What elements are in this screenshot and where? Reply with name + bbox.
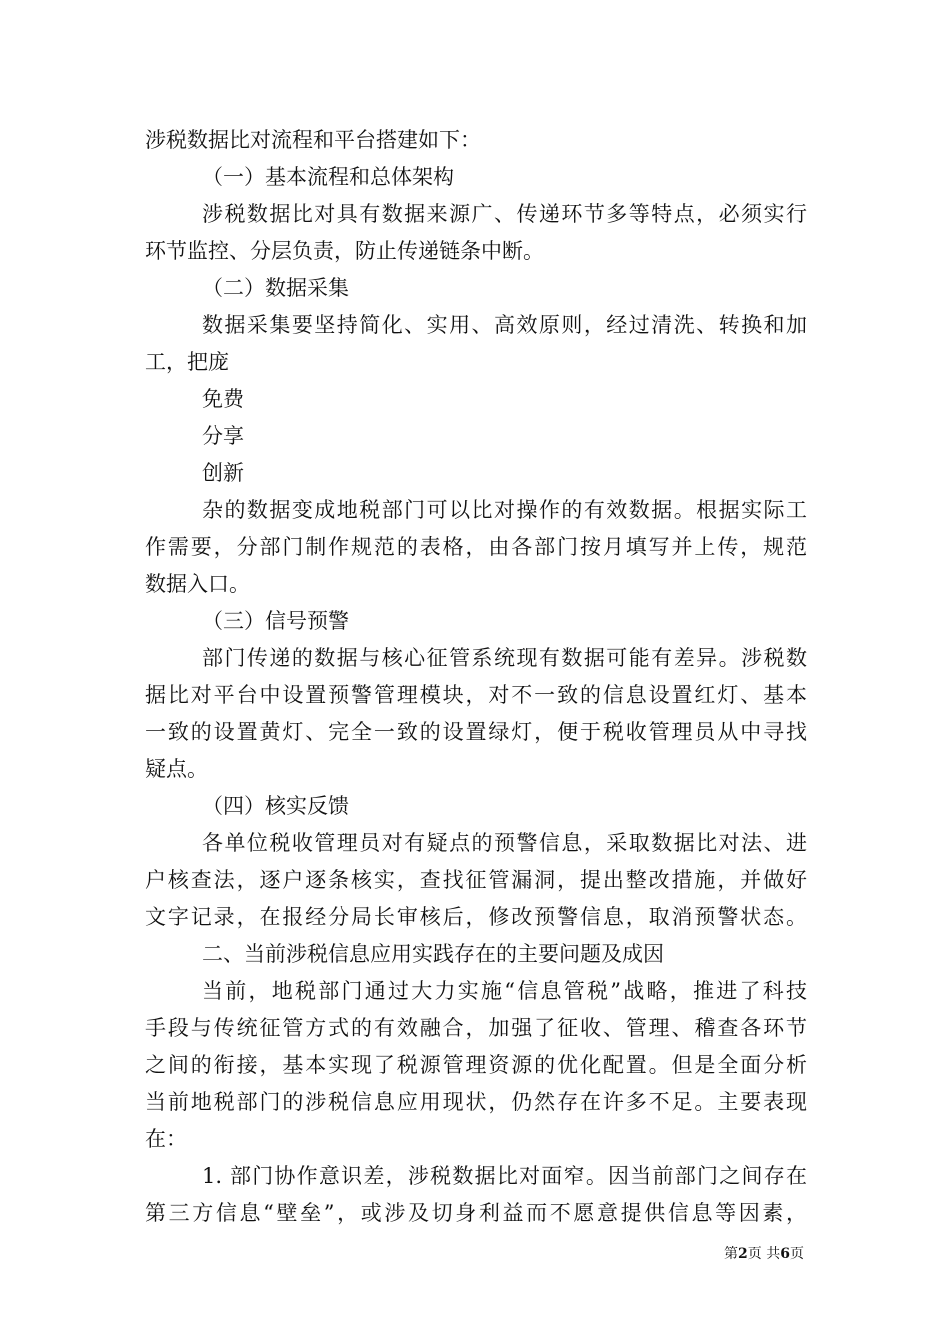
section-heading: （四）核实反馈 [202,794,349,818]
text-line: 数据采集要坚持简化、实用、高效原则，经过清洗、转换和加 [202,313,807,337]
text-line: 环节监控、分层负责，防止传递链条中断。 [145,239,544,263]
text-line: 数据入口。 [145,572,250,596]
text-line: 当前地税部门的涉税信息应用现状，仍然存在许多不足。主要表现 [145,1090,807,1114]
text-line: 在： [145,1127,187,1151]
text-line: 户核查法，逐户逐条核实，查找征管漏洞，提出整改措施，并做好 [145,868,807,892]
text-line: 免费 [202,387,244,411]
text-line: 创新 [202,461,244,485]
footer-prefix: 第 [724,1246,739,1262]
footer-page-number: 2 [738,1246,748,1262]
text-line: 疑点。 [145,757,208,781]
text-line: 当前，地税部门通过大力实施“信息管税”战略，推进了科技 [202,979,807,1003]
text-line: 作需要，分部门制作规范的表格，由各部门按月填写并上传，规范 [145,535,807,559]
text-line: 1. 部门协作意识差，涉税数据比对面窄。因当前部门之间存在 [202,1164,807,1188]
text-line: 手段与传统征管方式的有效融合，加强了征收、管理、稽查各环节 [145,1016,807,1040]
section-heading: （二）数据采集 [202,276,349,300]
section-heading: （三）信号预警 [202,609,349,633]
text-line: 各单位税收管理员对有疑点的预警信息，采取数据比对法、进 [202,831,807,855]
text-line: 据比对平台中设置预警管理模块，对不一致的信息设置红灯、基本 [145,683,807,707]
text-line: 涉税数据比对流程和平台搭建如下： [145,128,481,152]
text-line: 涉税数据比对具有数据来源广、传递环节多等特点，必须实行 [202,202,807,226]
text-line: 之间的衔接，基本实现了税源管理资源的优化配置。但是全面分析 [145,1053,807,1077]
footer-suffix: 页 [790,1246,804,1262]
text-line: 文字记录，在报经分局长审核后，修改预警信息，取消预警状态。 [145,905,807,929]
section-heading: 二、当前涉税信息应用实践存在的主要问题及成因 [202,942,664,966]
text-line: 分享 [202,424,244,448]
text-line: 第三方信息“壁垒”，或涉及切身利益而不愿意提供信息等因素， [145,1201,807,1225]
document-body [145,122,807,1232]
footer-middle: 页 共 [747,1246,781,1262]
section-heading: （一）基本流程和总体架构 [202,165,454,189]
text-line: 部门传递的数据与核心征管系统现有数据可能有差异。涉税数 [202,646,807,670]
text-line: 工，把庞 [145,350,229,374]
page-footer [724,1244,804,1264]
text-line: 一致的设置黄灯、完全一致的设置绿灯，便于税收管理员从中寻找 [145,720,807,744]
footer-total-pages: 6 [780,1246,790,1262]
text-line: 杂的数据变成地税部门可以比对操作的有效数据。根据实际工 [202,498,807,522]
